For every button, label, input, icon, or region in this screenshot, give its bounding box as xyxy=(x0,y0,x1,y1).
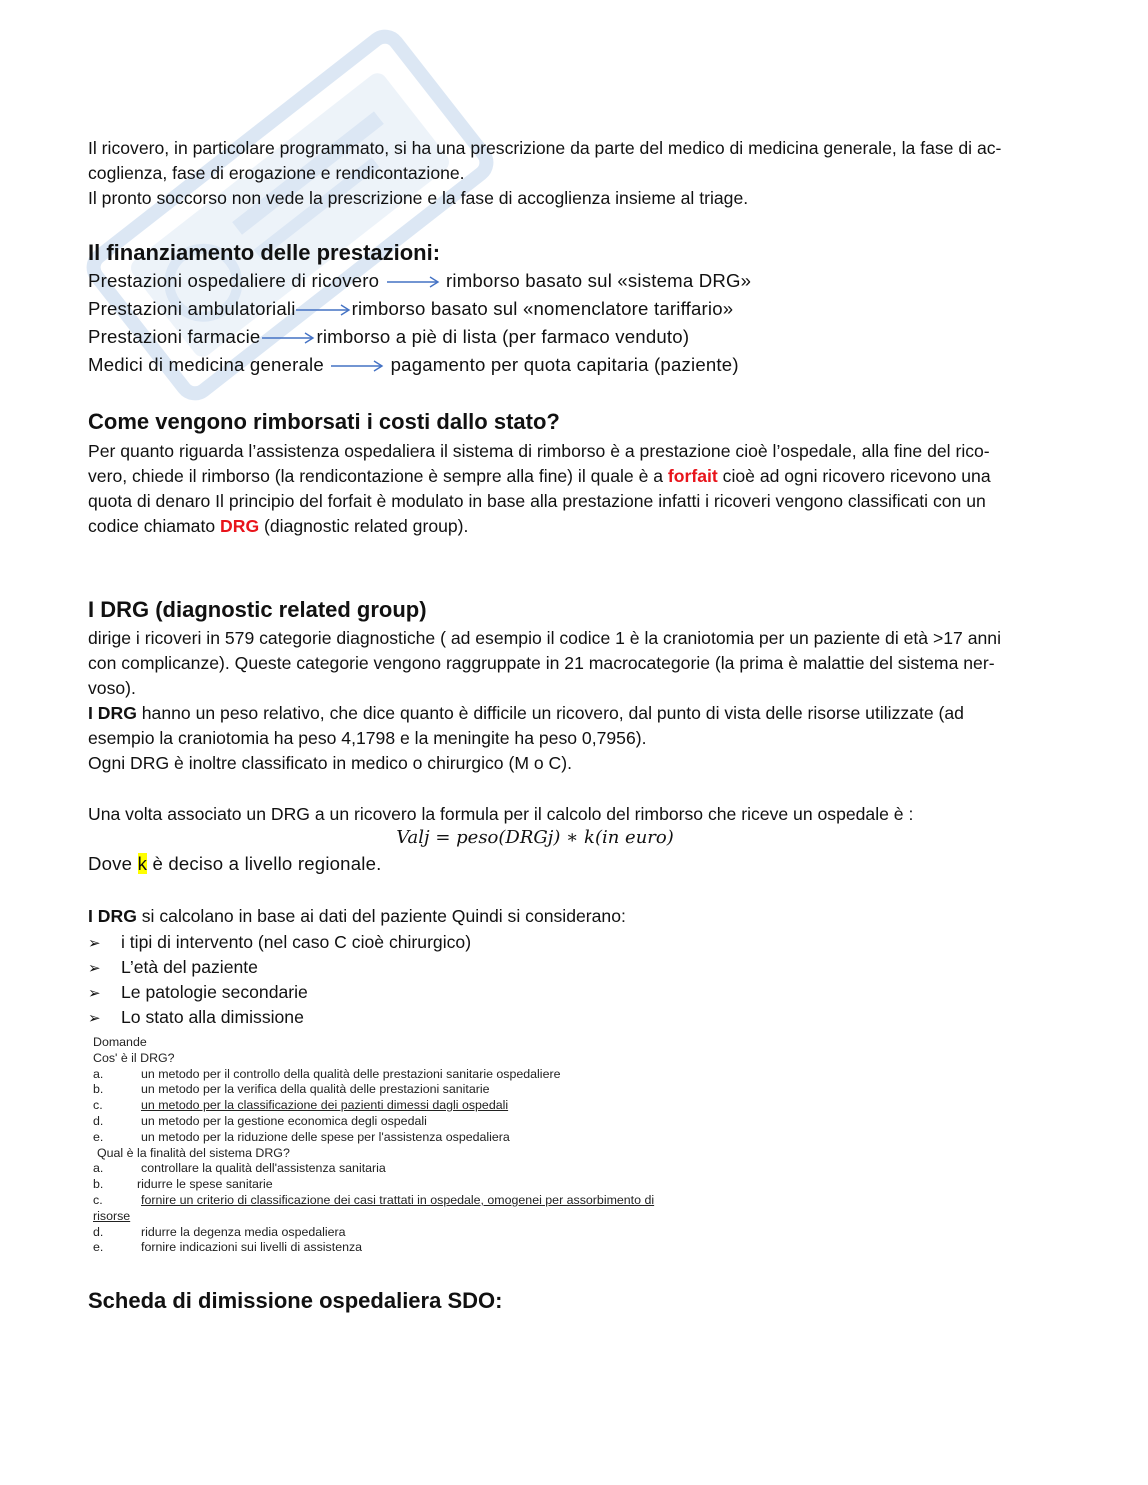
section-title-drg: I DRG (diagnostic related group) xyxy=(88,597,427,622)
quiz-question-2: Qual è la finalità del sistema DRG? xyxy=(97,1145,290,1160)
option-letter: c. xyxy=(93,1192,103,1207)
row-left-label: Prestazioni farmacie xyxy=(88,326,261,347)
drg-line-1: dirige i ricoveri in 579 categorie diagnostiche ( ad esempio il codice 1 è la craniotomia per un paziente di età >17 anni xyxy=(88,628,1001,648)
section-title-sdo: Scheda di dimissione ospedaliera SDO: xyxy=(88,1288,503,1313)
section-title-finanziamento: Il finanziamento delle prestazioni: xyxy=(88,240,441,265)
formula-intro: Una volta associato un DRG a un ricovero la formula per il calcolo del rimborso che riceve un ospedale è : xyxy=(88,804,914,824)
row-right-label: rimborso basato sul «nomenclatore tariffario» xyxy=(351,298,734,319)
finanziamento-row xyxy=(88,326,689,348)
rimborso-line-3: quota di denaro Il principio del forfait è modulato in base alla prestazione infatti i ricoveri vengono classificati con un xyxy=(88,491,986,511)
option-text: un metodo per la riduzione delle spese per l'assistenza ospedaliera xyxy=(141,1129,510,1144)
k-highlight: k xyxy=(137,853,148,874)
drg-line-6: Ogni DRG è inoltre classificato in medico o chirurgico (M o C). xyxy=(88,753,572,773)
intro-line-2: coglienza, fase di erogazione e rendicontazione. xyxy=(88,163,465,183)
option-text: ridurre le spese sanitarie xyxy=(137,1177,273,1192)
text-span: vero, chiede il rimborso (la rendicontazione è sempre alla fine) il quale è a xyxy=(88,466,668,486)
arrow-bullet-icon: ➢ xyxy=(88,985,101,1002)
option-text: un metodo per la classificazione dei pazienti dimessi dagli ospedali xyxy=(141,1098,509,1113)
list-item xyxy=(88,980,471,1005)
text-span: codice chiamato xyxy=(88,516,221,536)
quiz-option xyxy=(93,1225,654,1241)
finanziamento-row xyxy=(88,270,751,292)
quiz-option xyxy=(93,1130,654,1146)
option-text: fornire un criterio di classificazione dei casi trattati in ospedale, omogenei per assorbimento di xyxy=(141,1192,655,1207)
criteria-list xyxy=(88,930,471,1030)
text-span: si calcolano in base ai dati del paziente Quindi si considerano: xyxy=(136,906,626,926)
arrow-right-icon xyxy=(385,275,441,289)
drg-bold: I DRG xyxy=(88,703,137,723)
option-text: ridurre la degenza media ospedaliera xyxy=(141,1224,346,1239)
option-text: fornire indicazioni sui livelli di assistenza xyxy=(141,1240,363,1255)
row-right-label: rimborso a piè di lista (per farmaco venduto) xyxy=(316,326,690,347)
quiz-option-correct xyxy=(93,1098,654,1114)
option-text: controllare la qualità dell'assistenza sanitaria xyxy=(141,1161,386,1176)
rimborso-line-2 xyxy=(88,464,991,489)
option-letter: e. xyxy=(93,1240,104,1255)
forfait-keyword: forfait xyxy=(667,466,718,486)
text-span: cioè ad ogni ricovero ricevono una xyxy=(717,466,991,486)
finanziamento-row xyxy=(88,354,739,376)
option-letter: a. xyxy=(93,1066,104,1081)
arrow-right-icon xyxy=(329,359,385,373)
quiz-option xyxy=(93,1240,654,1256)
intro-line-1: Il ricovero, in particolare programmato, si ha una prescrizione da parte del medico di medicina generale, la fase di ac- xyxy=(88,138,1002,158)
drg-keyword: DRG xyxy=(220,516,260,536)
rimborso-line-4 xyxy=(88,514,468,539)
quiz-option xyxy=(93,1177,654,1193)
intro-line-3: Il pronto soccorso non vede la prescrizione e la fase di accoglienza insieme al triage. xyxy=(88,188,749,208)
option-text: un metodo per la verifica della qualità delle prestazioni sanitarie xyxy=(141,1082,490,1097)
drg-line-5: esempio la craniotomia ha peso 4,1798 e la meningite ha peso 0,7956). xyxy=(88,728,647,748)
row-right-label: pagamento per quota capitaria (paziente) xyxy=(390,354,739,375)
quiz-option xyxy=(93,1161,654,1177)
drg-bold: I DRG xyxy=(88,906,137,926)
list-item-text: i tipi di intervento (nel caso C cioè chirurgico) xyxy=(121,932,472,952)
drg-line-4 xyxy=(88,701,964,726)
text-span: (diagnostic related group). xyxy=(259,516,469,536)
quiz-option xyxy=(93,1067,654,1083)
text-span: Dove xyxy=(88,853,138,874)
section-title-rimborso: Come vengono rimborsati i costi dallo stato? xyxy=(88,409,560,434)
option-text: risorse xyxy=(93,1208,131,1223)
arrow-right-icon xyxy=(296,303,352,317)
option-letter: b. xyxy=(93,1177,104,1192)
quiz-block xyxy=(93,1035,654,1256)
list-item-text: Lo stato alla dimissione xyxy=(121,1007,304,1027)
option-letter: d. xyxy=(93,1224,104,1239)
finanziamento-row xyxy=(88,298,733,320)
list-item-text: L’età del paziente xyxy=(121,957,258,977)
option-letter: e. xyxy=(93,1129,104,1144)
arrow-bullet-icon: ➢ xyxy=(88,960,101,977)
quiz-option xyxy=(93,1114,654,1130)
row-left-label: Medici di medicina generale xyxy=(88,354,324,375)
drg-line-3: voso). xyxy=(88,678,136,698)
option-letter: c. xyxy=(93,1098,103,1113)
quiz-option-correct xyxy=(93,1193,654,1209)
rimborso-line-1: Per quanto riguarda l’assistenza ospedaliera il sistema di rimborso è a prestazione cioè l’ospedale, alla fine del rico- xyxy=(88,441,990,461)
arrow-bullet-icon: ➢ xyxy=(88,1010,101,1027)
list-item-text: Le patologie secondarie xyxy=(121,982,308,1002)
option-letter: b. xyxy=(93,1082,104,1097)
arrow-right-icon xyxy=(260,331,316,345)
option-text: un metodo per la gestione economica degli ospedali xyxy=(141,1113,427,1128)
quiz-option-continuation xyxy=(93,1209,654,1225)
list-item xyxy=(88,955,471,980)
formula: Valj = peso(DRGj) ∗ k(in euro) xyxy=(396,827,674,848)
dove-line xyxy=(88,853,382,875)
list-item xyxy=(88,930,471,955)
arrow-bullet-icon: ➢ xyxy=(88,935,101,952)
list-item xyxy=(88,1005,471,1030)
watermark-logo xyxy=(60,20,520,410)
text-span: hanno un peso relativo, che dice quanto è difficile un ricovero, dal punto di vista delle risorse utilizzate (ad xyxy=(136,703,964,723)
row-left-label: Prestazioni ospedaliere di ricovero xyxy=(88,270,380,291)
quiz-question-1: Cos' è il DRG? xyxy=(93,1050,175,1065)
quiz-option xyxy=(93,1082,654,1098)
option-letter: a. xyxy=(93,1161,104,1176)
drg-line-2: con complicanze). Queste categorie vengono raggruppate in 21 macrocategorie (la prima è malattie del sistema ner- xyxy=(88,653,995,673)
row-right-label: rimborso basato sul «sistema DRG» xyxy=(445,270,752,291)
text-span: è deciso a livello regionale. xyxy=(147,853,382,874)
calc-line xyxy=(88,904,626,929)
option-letter: d. xyxy=(93,1113,104,1128)
option-text: un metodo per il controllo della qualità delle prestazioni sanitarie ospedaliere xyxy=(141,1066,561,1081)
row-left-label: Prestazioni ambulatoriali xyxy=(88,298,296,319)
quiz-header: Domande xyxy=(93,1035,147,1049)
